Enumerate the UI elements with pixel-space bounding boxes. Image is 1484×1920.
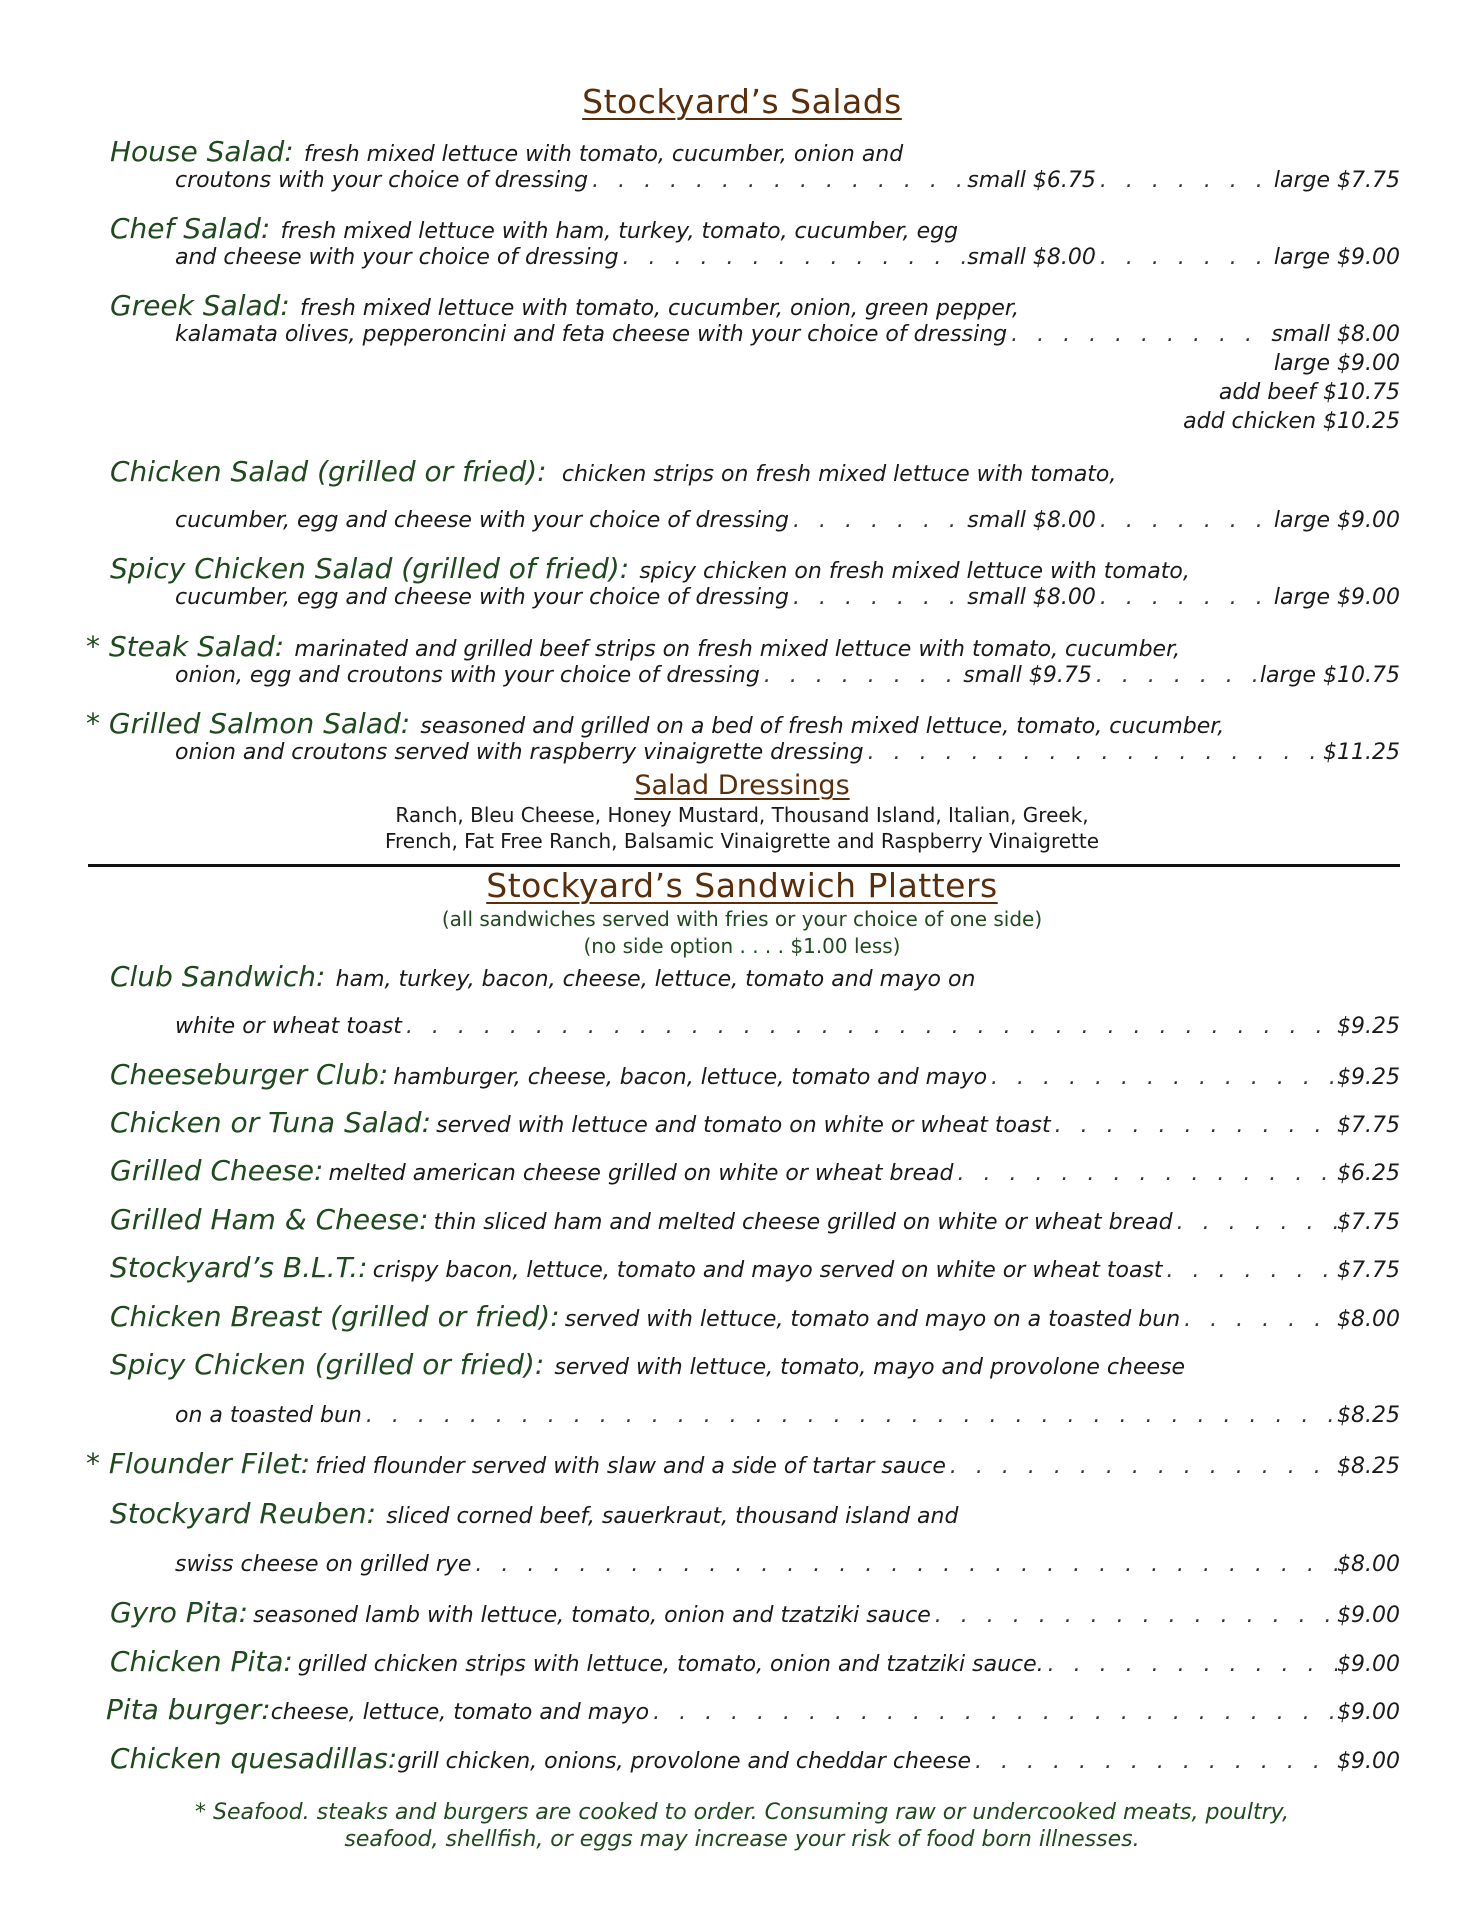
price: $8.25: [1337, 1454, 1400, 1479]
item-desc: served with lettuce, tomato, mayo and provolone cheese: [554, 1355, 1186, 1380]
item-price-line: [175, 1014, 1400, 1039]
item-desc: cheese, lettuce, tomato and mayo: [270, 1700, 650, 1725]
price-small: small $8.00: [967, 508, 1096, 533]
item-price-line: [175, 585, 1400, 610]
dressings-line-2: French, Fat Free Ranch, Balsamic Vinaigrette and Raspberry Vinaigrette: [384, 829, 1100, 853]
item-desc: melted american cheese grilled on white or wheat bread: [328, 1161, 954, 1186]
item-desc: thin sliced ham and melted cheese grilled on white or wheat bread: [433, 1210, 1173, 1235]
menu-item-grilled-ham-and-cheese: [110, 1203, 1400, 1236]
item-desc: fresh mixed lettuce with ham, turkey, tomato, cucumber, egg: [280, 219, 959, 244]
menu-item-gyro-pita: [110, 1596, 1400, 1629]
price-add-chicken: add chicken $10.25: [1183, 409, 1400, 434]
item-desc: grill chicken, onions, provolone and cheddar cheese: [397, 1749, 972, 1774]
price: $8.00: [1337, 1307, 1400, 1332]
item-desc: spicy chicken on fresh mixed lettuce with tomato,: [639, 559, 1190, 584]
item-name: * Grilled Salmon Salad:: [86, 707, 411, 740]
item-price-line: [175, 1552, 1400, 1577]
item-desc: fresh mixed lettuce with tomato, cucumber, onion, green pepper,: [300, 296, 1019, 321]
item-desc: on a toasted bun: [175, 1403, 362, 1428]
item-price-line: [175, 1403, 1400, 1428]
item-desc: marinated and grilled beef strips on fresh mixed lettuce with tomato, cucumber,: [294, 637, 1181, 662]
dot-leader: [1163, 1258, 1337, 1283]
item-name: Greek Salad:: [110, 289, 290, 322]
dot-leader: [987, 1065, 1337, 1090]
item-desc: sliced corned beef, sauerkraut, thousand island and: [386, 1504, 959, 1529]
item-name: Stockyard Reuben:: [110, 1497, 377, 1530]
price: $9.00: [1337, 1603, 1400, 1628]
item-name: Pita burger:: [106, 1693, 271, 1726]
price-large: large $9.00: [1273, 245, 1400, 270]
menu-item-chicken-salad: [110, 455, 1116, 488]
dot-leader: [471, 1552, 1337, 1577]
sandwiches-note-2: (no side option . . . . $1.00 less): [583, 934, 901, 958]
price-small: small $8.00: [967, 245, 1096, 270]
menu-item-spicy-chicken-salad: [110, 552, 1190, 585]
price-small: small $6.75: [967, 168, 1096, 193]
dot-leader: [971, 1749, 1337, 1774]
dot-leader: [1096, 585, 1274, 610]
price: $9.25: [1337, 1065, 1400, 1090]
dot-leader: [760, 663, 963, 688]
price: $11.25: [1323, 740, 1400, 765]
menu-item-chicken-quesadillas: [110, 1742, 1400, 1775]
price-small: small $9.75: [963, 663, 1092, 688]
item-desc: ham, turkey, bacon, cheese, lettuce, tomato and mayo on: [335, 967, 976, 992]
salads-title: Stockyard’s Salads: [582, 82, 902, 121]
sandwiches-title: Stockyard’s Sandwich Platters: [486, 866, 998, 905]
dressings-line-1: Ranch, Bleu Cheese, Honey Mustard, Thousand Island, Italian, Greek,: [395, 803, 1089, 827]
menu-item-stockyard-reuben: [110, 1497, 958, 1530]
menu-item-chef-salad: [110, 212, 958, 245]
menu-item-flounder-filet: [86, 1447, 1400, 1480]
price: $9.25: [1337, 1014, 1400, 1039]
item-desc: crispy bacon, lettuce, tomato and mayo served on white or wheat toast: [372, 1258, 1163, 1283]
item-desc: and cheese with your choice of dressing: [175, 245, 619, 270]
price: $8.00: [1337, 1552, 1400, 1577]
menu-item-pita-burger: [106, 1693, 1400, 1726]
price: $7.75: [1337, 1113, 1400, 1138]
item-price-line: [175, 663, 1400, 688]
dot-leader: [362, 1403, 1337, 1428]
item-desc: fried flounder served with slaw and a side of tartar sauce: [315, 1454, 946, 1479]
dot-leader: [789, 585, 967, 610]
item-desc: served with lettuce, tomato and mayo on a toasted bun: [564, 1307, 1181, 1332]
item-name: Spicy Chicken (grilled or fried):: [110, 1348, 545, 1381]
footer-warning-line-2: seafood, shellfish, or eggs may increase your risk of food born illnesses.: [344, 1827, 1140, 1852]
dot-leader: [789, 508, 967, 533]
item-name: Gyro Pita:: [110, 1596, 249, 1629]
price-large: large $9.00: [1273, 351, 1400, 376]
price: $8.25: [1337, 1403, 1400, 1428]
item-name: Cheeseburger Club:: [110, 1058, 389, 1091]
price-large: large $7.75: [1273, 168, 1400, 193]
item-name: Spicy Chicken Salad (grilled of fried):: [110, 552, 630, 585]
sandwiches-note-1: (all sandwiches served with fries or your choice of one side): [441, 907, 1043, 931]
menu-item-chicken-or-tuna-salad: [110, 1106, 1400, 1139]
item-desc: onion, egg and croutons with your choice of dressing: [175, 663, 760, 688]
item-name: Chicken quesadillas:: [110, 1742, 398, 1775]
item-desc: seasoned and grilled on a bed of fresh mixed lettuce, tomato, cucumber,: [420, 714, 1225, 739]
dot-leader: [1092, 663, 1260, 688]
item-price-line: [175, 508, 1400, 533]
dot-leader: [1044, 1652, 1337, 1677]
item-price-line: [175, 245, 1400, 270]
price: $9.00: [1337, 1700, 1400, 1725]
price-small: small $8.00: [1271, 322, 1400, 347]
item-desc: hamburger, cheese, bacon, lettuce, tomato and mayo: [393, 1065, 988, 1090]
dot-leader: [1096, 245, 1274, 270]
item-price-line: [175, 322, 1400, 347]
item-desc: white or wheat toast: [175, 1014, 402, 1039]
item-desc: kalamata olives, pepperoncini and feta cheese with your choice of dressing: [175, 322, 1008, 347]
dot-leader: [946, 1454, 1337, 1479]
item-name: Chicken Salad (grilled or fried):: [110, 455, 547, 488]
item-desc: seasoned lamb with lettuce, tomato, onion and tzatziki sauce: [253, 1603, 931, 1628]
menu-item-grilled-salmon-salad: [86, 707, 1224, 740]
item-price-line: [175, 168, 1400, 193]
item-name: Chicken Pita:: [110, 1645, 293, 1678]
item-price-line: [175, 740, 1400, 765]
price: $9.00: [1337, 1749, 1400, 1774]
item-desc: fresh mixed lettuce with tomato, cucumber, onion and: [303, 142, 904, 167]
item-desc: chicken strips on fresh mixed lettuce with tomato,: [561, 462, 1117, 487]
item-name: Club Sandwich:: [110, 960, 326, 993]
dot-leader: [1051, 1113, 1337, 1138]
dot-leader: [931, 1603, 1337, 1628]
menu-item-spicy-chicken: [110, 1348, 1185, 1381]
item-desc: croutons with your choice of dressing: [175, 168, 589, 193]
dot-leader: [649, 1700, 1337, 1725]
item-desc: grilled chicken strips with lettuce, tomato, onion and tzatziki sauce.: [297, 1652, 1044, 1677]
dressings-title: Salad Dressings: [634, 770, 850, 801]
item-name: Grilled Cheese:: [110, 1154, 324, 1187]
dot-leader: [1007, 322, 1271, 347]
menu-item-blt: [110, 1251, 1400, 1284]
price: $7.75: [1337, 1258, 1400, 1283]
item-desc: onion and croutons served with raspberry vinaigrette dressing: [175, 740, 864, 765]
dot-leader: [1173, 1210, 1337, 1235]
menu-item-grilled-cheese: [110, 1154, 1400, 1187]
item-desc: swiss cheese on grilled rye: [175, 1552, 472, 1577]
menu-item-steak-salad: [86, 630, 1180, 663]
item-name: * Steak Salad:: [86, 630, 285, 663]
menu-item-greek-salad: [110, 289, 1019, 322]
dot-leader: [402, 1014, 1337, 1039]
item-desc: cucumber, egg and cheese with your choice of dressing: [175, 585, 790, 610]
price-small: small $8.00: [967, 585, 1096, 610]
price: $9.00: [1337, 1652, 1400, 1677]
menu-item-chicken-pita: [110, 1645, 1400, 1678]
price-large: large $9.00: [1273, 585, 1400, 610]
item-desc: cucumber, egg and cheese with your choice of dressing: [175, 508, 790, 533]
price-large: large $10.75: [1259, 663, 1400, 688]
price: $6.25: [1337, 1161, 1400, 1186]
item-name: Grilled Ham & Cheese:: [110, 1203, 429, 1236]
footer-warning-line-1: * Seafood. steaks and burgers are cooked to order. Consuming raw or undercooked meats, poultry,: [195, 1800, 1289, 1825]
menu-item-chicken-breast: [110, 1300, 1400, 1333]
dot-leader: [864, 740, 1323, 765]
menu-item-house-salad: [110, 135, 903, 168]
item-name: Chef Salad:: [110, 212, 271, 245]
dot-leader: [619, 245, 968, 270]
item-name: House Salad:: [110, 135, 294, 168]
menu-item-cheeseburger-club: [110, 1058, 1400, 1091]
item-name: Stockyard’s B.L.T.:: [110, 1251, 368, 1284]
dot-leader: [1180, 1307, 1337, 1332]
dot-leader: [1096, 508, 1274, 533]
menu-item-club-sandwich: [110, 960, 975, 993]
dot-leader: [953, 1161, 1337, 1186]
price-large: large $9.00: [1273, 508, 1400, 533]
price-add-beef: add beef $10.75: [1218, 380, 1400, 405]
item-desc: served with lettuce and tomato on white or wheat toast: [436, 1113, 1051, 1138]
item-name: Chicken or Tuna Salad:: [110, 1106, 432, 1139]
dot-leader: [588, 168, 967, 193]
item-name: Chicken Breast (grilled or fried):: [110, 1300, 560, 1333]
price: $7.75: [1337, 1210, 1400, 1235]
dot-leader: [1096, 168, 1274, 193]
item-name: * Flounder Filet:: [86, 1447, 311, 1480]
